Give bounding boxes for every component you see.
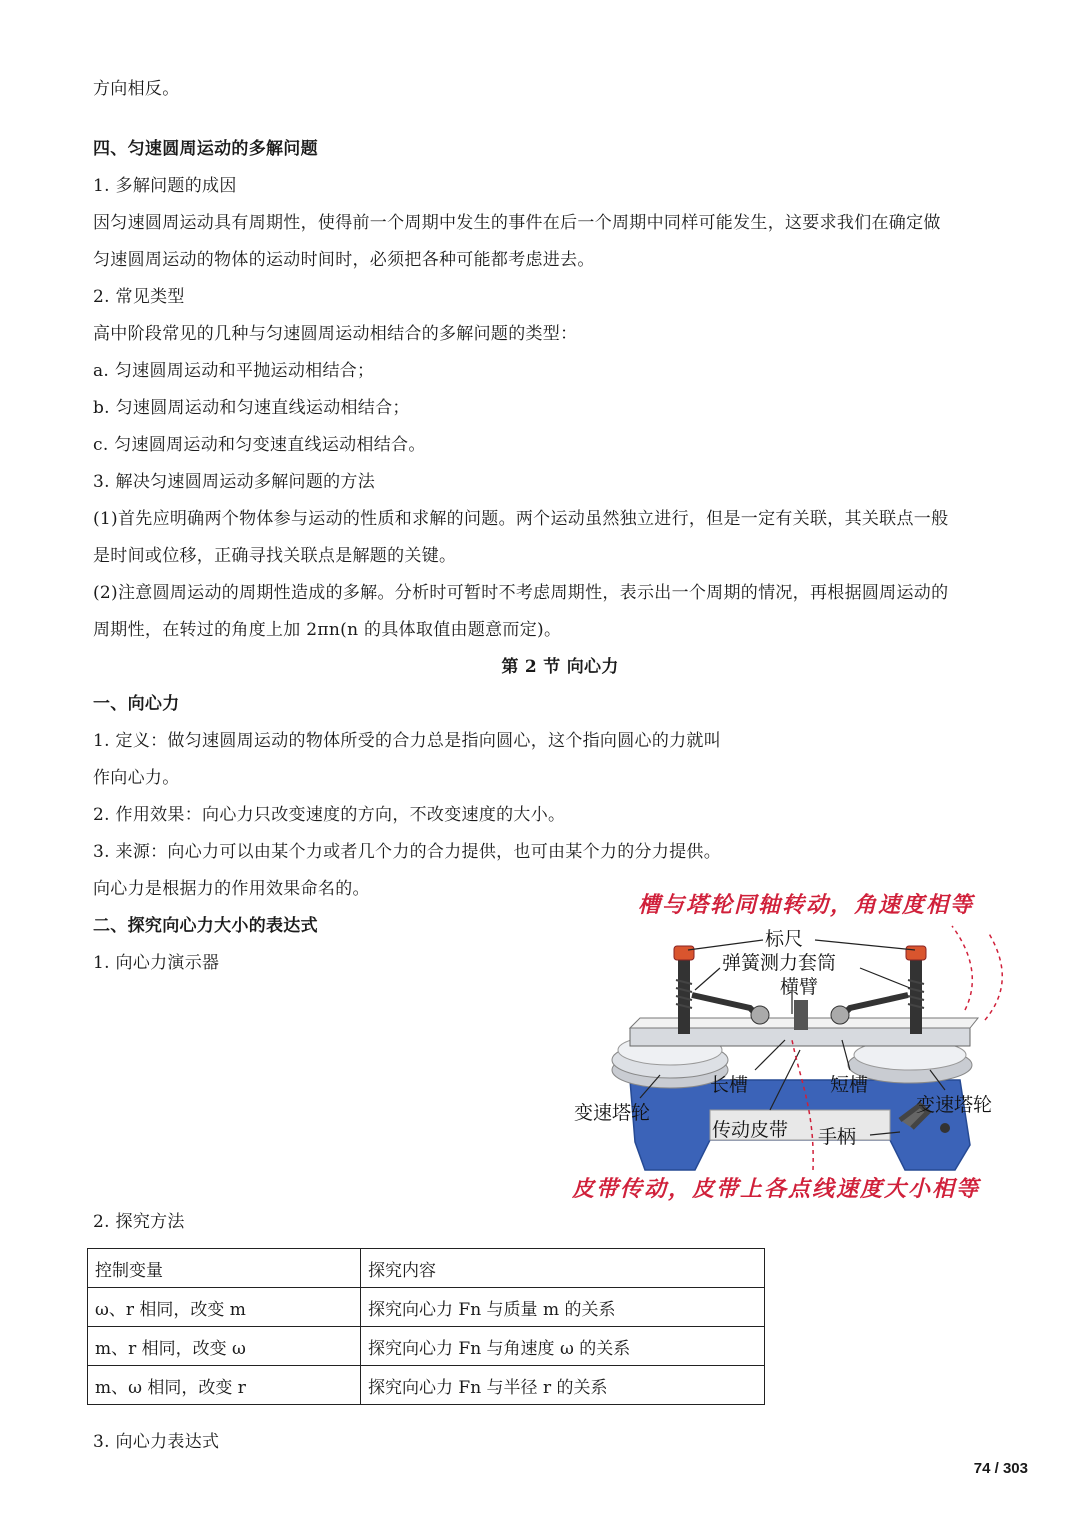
method-2b: 周期性，在转过的角度上加 2πn(n 的具体取值由题意而定)。 xyxy=(93,620,562,640)
method-table xyxy=(87,1248,765,1405)
label-handle: 手柄 xyxy=(818,1126,857,1148)
effect: 2. 作用效果：向心力只改变速度的方向，不改变速度的大小。 xyxy=(93,805,566,825)
device-heading: 1. 向心力演示器 xyxy=(93,953,220,973)
table-cell: 探究向心力 Fn 与半径 r 的关系 xyxy=(361,1366,765,1405)
table-cell: m、r 相同，改变 ω xyxy=(88,1327,361,1366)
subheading-2: 2. 常见类型 xyxy=(93,287,185,307)
subheading-3: 3. 解决匀速圆周运动多解问题的方法 xyxy=(93,472,376,492)
label-belt: 传动皮带 xyxy=(712,1119,789,1141)
label-arm: 横臂 xyxy=(780,976,819,998)
label-short-groove: 短槽 xyxy=(830,1074,869,1096)
table-header: 探究内容 xyxy=(361,1249,765,1288)
naming-note: 向心力是根据力的作用效果命名的。 xyxy=(93,879,370,899)
label-spring-sleeve: 弹簧测力套筒 xyxy=(722,952,837,974)
method-heading: 2. 探究方法 xyxy=(93,1212,185,1232)
definition-cont: 作向心力。 xyxy=(93,768,180,788)
table-row xyxy=(88,1366,765,1405)
heading-1: 一、向心力 xyxy=(93,694,180,714)
paragraph-continuation: 方向相反。 xyxy=(93,79,180,99)
method-2a: (2)注意圆周运动的周期性造成的多解。分析时可暂时不考虑周期性，表示出一个周期的情况，再根据圆周运动的 xyxy=(93,583,949,603)
paragraph-1a: 因匀速圆周运动具有周期性，使得前一个周期中发生的事件在后一个周期中同样可能发生，这要求我们在确定做 xyxy=(93,213,941,233)
list-item-b: b. 匀速圆周运动和匀速直线运动相结合； xyxy=(93,398,410,418)
list-item-c: c. 匀速圆周运动和匀变速直线运动相结合。 xyxy=(93,435,426,455)
table-row xyxy=(88,1288,765,1327)
label-left-tower-wheel: 变速塔轮 xyxy=(574,1102,651,1124)
method-1b: 是时间或位移，正确寻找关联点是解题的关键。 xyxy=(93,546,457,566)
label-ruler: 标尺 xyxy=(765,928,804,950)
top-annotation: 槽与塔轮同轴转动，角速度相等 xyxy=(638,892,975,918)
table-cell: 探究向心力 Fn 与质量 m 的关系 xyxy=(361,1288,765,1327)
table-cell: 探究向心力 Fn 与角速度 ω 的关系 xyxy=(361,1327,765,1366)
paragraph-1b: 匀速圆周运动的物体的运动时间时，必须把各种可能都考虑进去。 xyxy=(93,250,595,270)
section-title: 第 2 节 向心力 xyxy=(501,657,619,677)
page-number: 74 / 303 xyxy=(973,1460,1028,1477)
bottom-annotation: 皮带传动，皮带上各点线速度大小相等 xyxy=(572,1176,981,1202)
table-cell: m、ω 相同，改变 r xyxy=(88,1366,361,1405)
label-long-groove: 长槽 xyxy=(710,1074,749,1096)
table-cell: ω、r 相同，改变 m xyxy=(88,1288,361,1327)
heading-4: 四、匀速圆周运动的多解问题 xyxy=(93,139,318,159)
heading-2: 二、探究向心力大小的表达式 xyxy=(93,916,318,936)
definition: 1. 定义：做匀速圆周运动的物体所受的合力总是指向圆心，这个指向圆心的力就叫 xyxy=(93,731,722,751)
table-header-row xyxy=(88,1249,765,1288)
paragraph-2: 高中阶段常见的几种与匀速圆周运动相结合的多解问题的类型： xyxy=(93,324,578,344)
expression-heading: 3. 向心力表达式 xyxy=(93,1432,220,1452)
subheading-1: 1. 多解问题的成因 xyxy=(93,176,237,196)
method-1a: (1)首先应明确两个物体参与运动的性质和求解的问题。两个运动虽然独立进行，但是一定有关联，其关联点一般 xyxy=(93,509,949,529)
list-item-a: a. 匀速圆周运动和平抛运动相结合； xyxy=(93,361,375,381)
source: 3. 来源：向心力可以由某个力或者几个力的合力提供，也可由某个力的分力提供。 xyxy=(93,842,722,862)
table-row xyxy=(88,1327,765,1366)
centripetal-demonstrator-figure xyxy=(560,880,1040,1210)
table-header: 控制变量 xyxy=(88,1249,361,1288)
label-right-tower-wheel: 变速塔轮 xyxy=(916,1094,993,1116)
